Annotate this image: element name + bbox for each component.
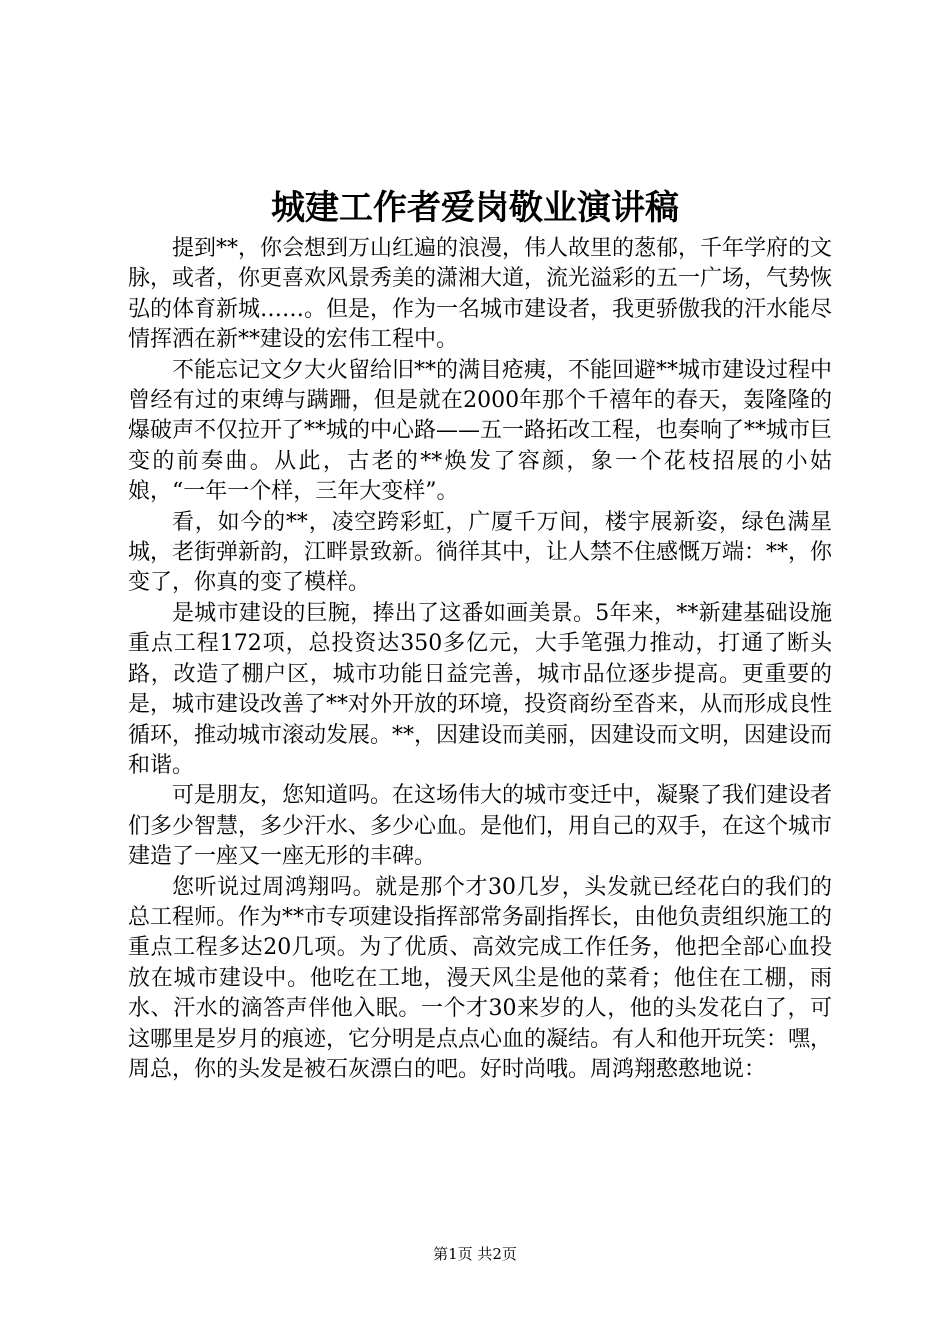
paragraph-3: 看，如今的**，凌空跨彩虹，广厦千万间，楼宇展新姿，绿色满星城，老街弹新韵，江畔景致新。徜徉其中，让人禁不住感慨万端：**，你变了，你真的变了模样。 [128,509,833,596]
document-body [128,234,832,1085]
paragraph-2: 不能忘记文夕大火留给旧**的满目疮痍，不能回避**城市建设过程中曾经有过的束缚与蹒跚，但是就在2000年那个千禧年的春天，轰隆隆的爆破声不仅拉开了**城的中心路——五一路拓改工程，也奏响了**城市巨变的前奏曲。从此，古老的**焕发了容颜，象一个花枝招展的小姑娘，“一年一个样，三年大变样”。 [128,357,833,505]
paragraph-5: 可是朋友，您知道吗。在这场伟大的城市变迁中，凝聚了我们建设者们多少智慧，多少汗水、多少心血。是他们，用自己的双手，在这个城市建造了一座又一座无形的丰碑。 [128,783,833,870]
paragraph-6: 您听说过周鸿翔吗。就是那个才30几岁，头发就已经花白的我们的总工程师。作为**市专项建设指挥部常务副指挥长，由他负责组织施工的重点工程多达20几项。为了优质、高效完成工作任务，他把全部心血投放在城市建设中。他吃在工地，漫天风尘是他的菜肴；他住在工棚，雨水、汗水的滴答声伴他入眠。一个才30来岁的人，他的头发花白了，可这哪里是岁月的痕迹，它分明是点点心血的凝结。有人和他开玩笑：嘿，周总，你的头发是被石灰漂白的吧。好时尚哦。周鸿翔憨憨地说： [128,874,833,1082]
paragraph-4: 是城市建设的巨腕，捧出了这番如画美景。5年来，**新建基础设施重点工程172项，总投资达350多亿元，大手笔强力推动，打通了断头路，改造了棚户区，城市功能日益完善，城市品位逐步提高。更重要的是，城市建设改善了**对外开放的环境，投资商纷至沓来，从而形成良性循环，推动城市滚动发展。**，因建设而美丽，因建设而文明，因建设而和谐。 [128,600,833,778]
page-footer: 第1页 共2页 [433,1245,517,1263]
document-title: 城建工作者爱岗敬业演讲稿 [271,188,679,228]
paragraph-1: 提到**，你会想到万山红遍的浪漫，伟人故里的葱郁，千年学府的文脉，或者，你更喜欢风景秀美的潇湘大道，流光溢彩的五一广场，气势恢弘的体育新城……。但是，作为一名城市建设者，我更骄傲我的汗水能尽情挥洒在新**建设的宏伟工程中。 [128,236,833,353]
